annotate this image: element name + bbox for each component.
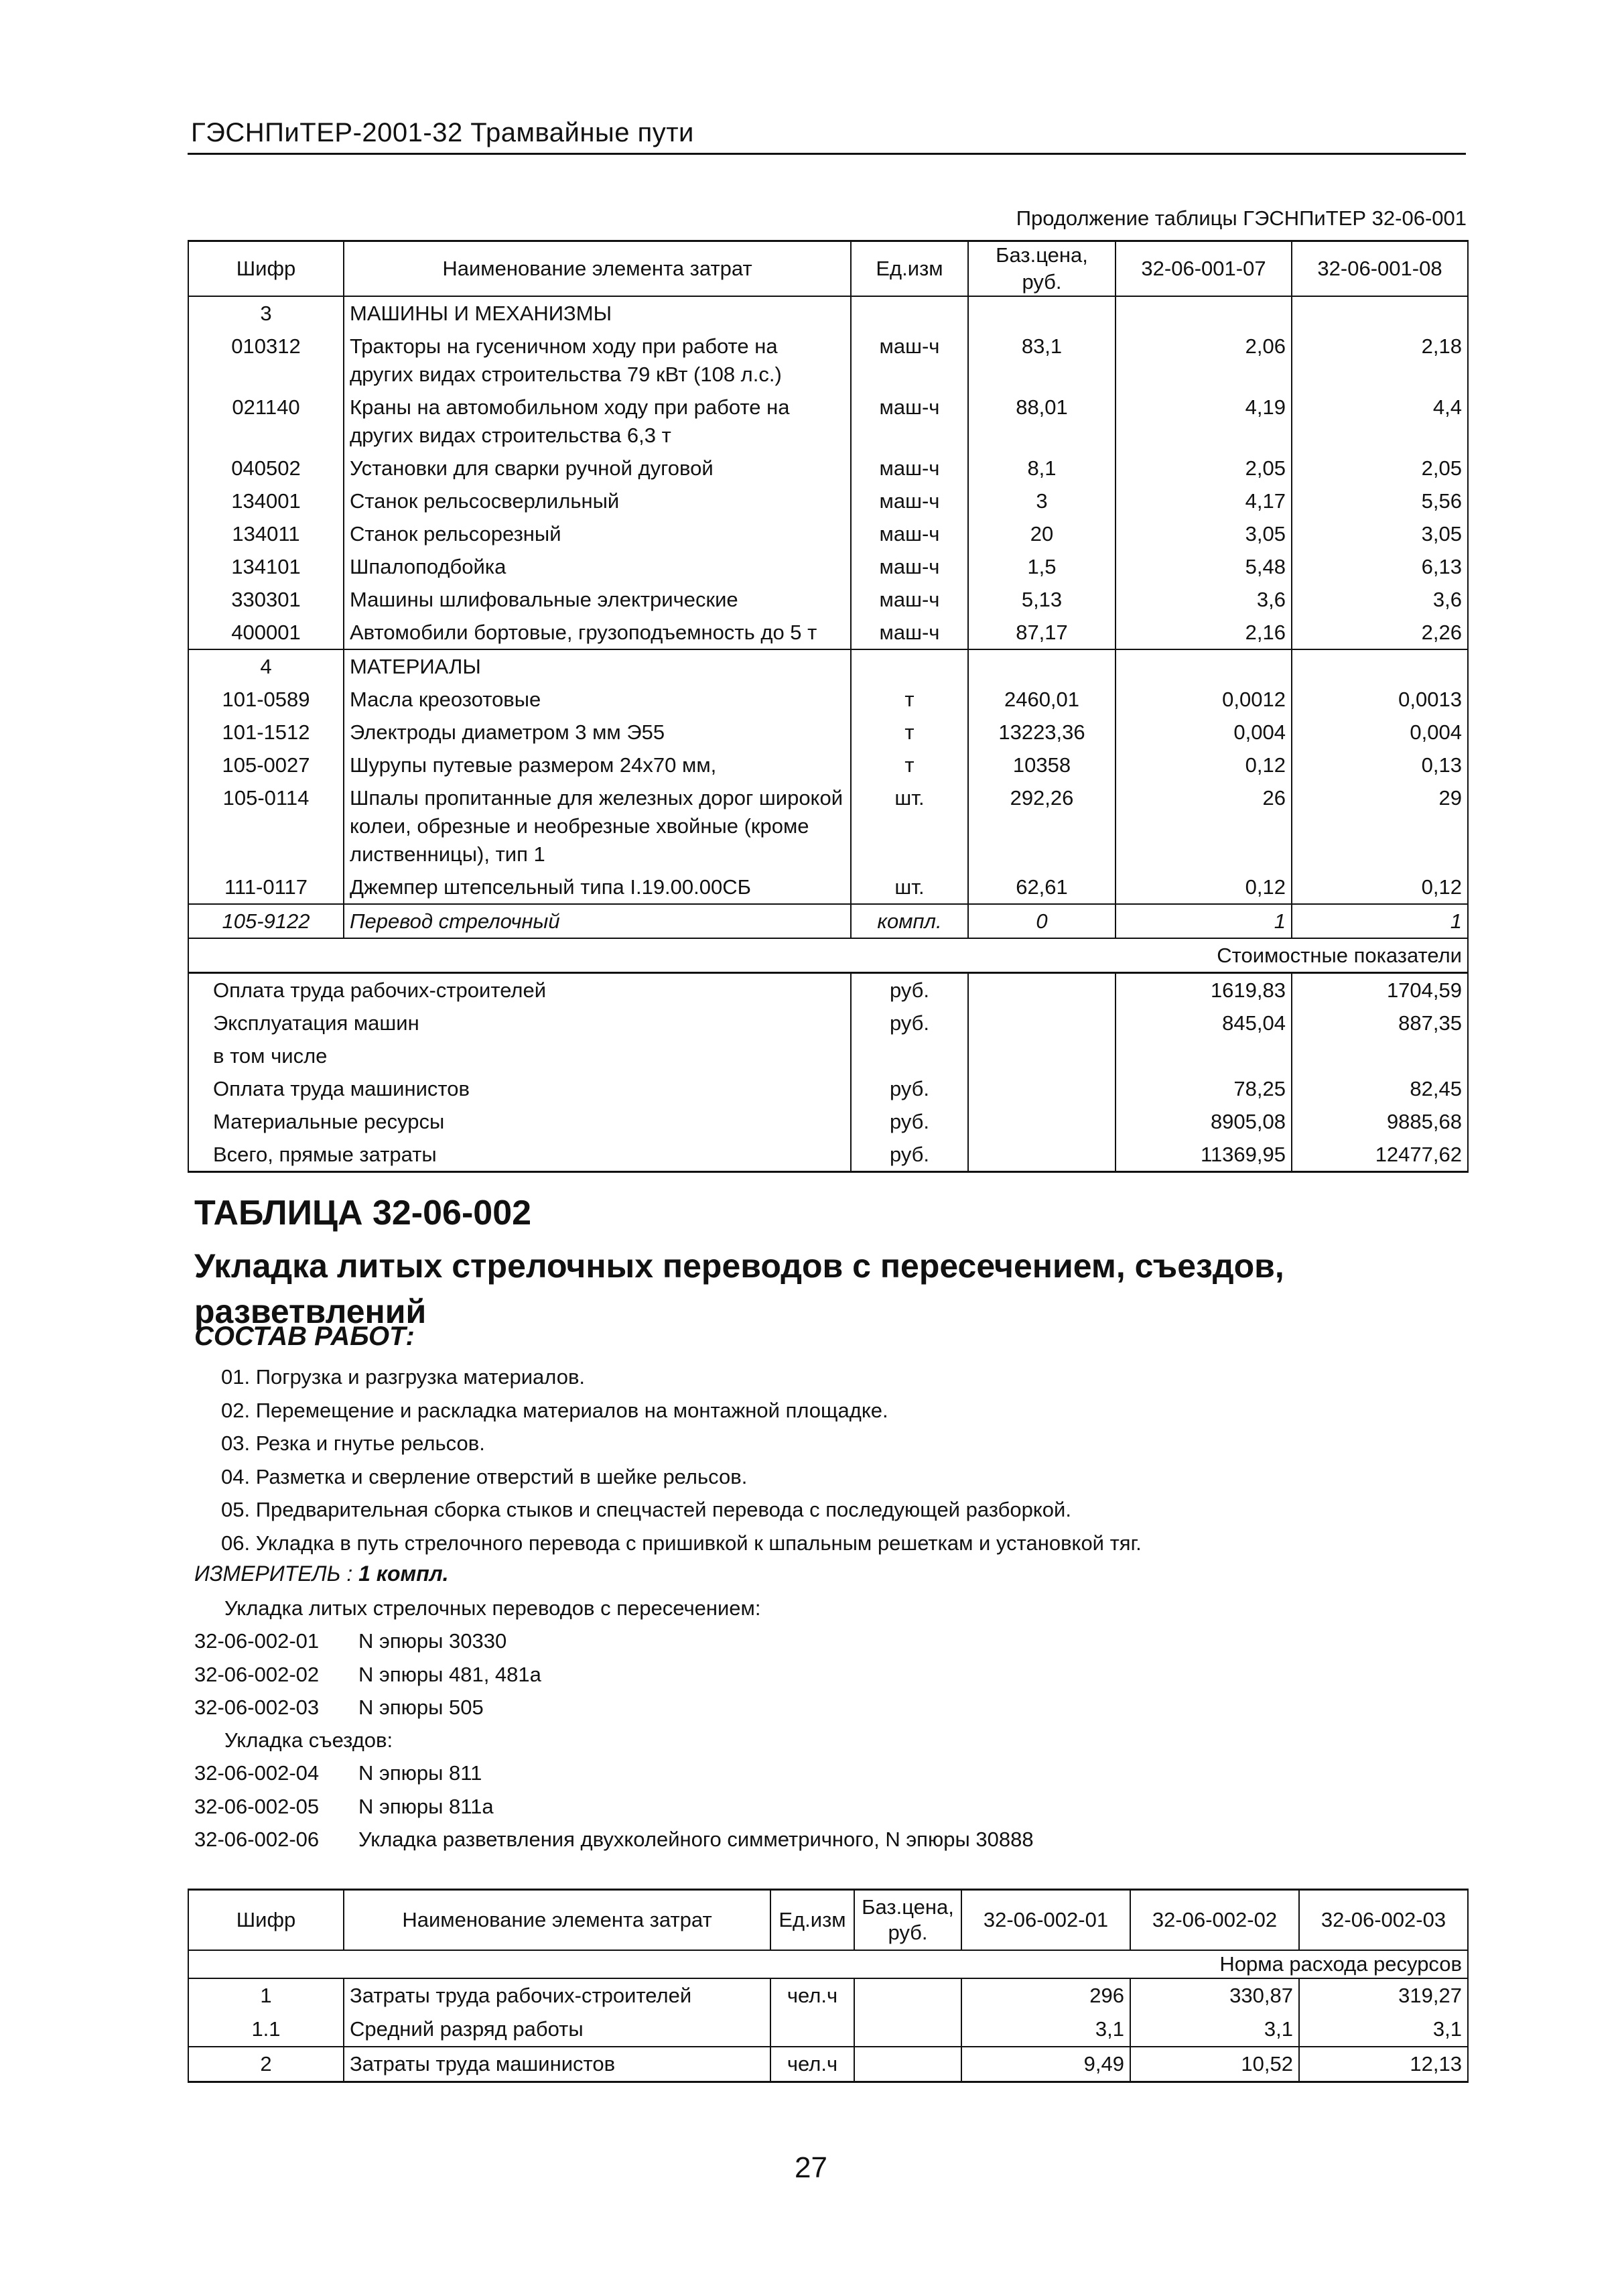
resource-row — [188, 550, 1468, 583]
empty-cell — [851, 649, 968, 683]
cost-value-08: 887,35 — [1292, 1007, 1468, 1039]
resource-row — [188, 616, 1468, 649]
resource-price: 87,17 — [968, 616, 1116, 649]
resource-unit: маш-ч — [851, 583, 968, 616]
rate-value-08: 2,26 — [1292, 616, 1468, 649]
rate-code-row — [194, 1790, 1034, 1823]
resource-unit: маш-ч — [851, 616, 968, 649]
resource-code: 105-0114 — [188, 781, 344, 871]
resource-code: 330301 — [188, 583, 344, 616]
rate-value-03: 3,1 — [1299, 2013, 1468, 2047]
rate-value-08: 29 — [1292, 781, 1468, 871]
col-header-rate-08: 32-06-001-08 — [1292, 241, 1468, 297]
resource-price: 20 — [968, 517, 1116, 550]
rate-code-description: Укладка разветвления двухколейного симметричного, N эпюры 30888 — [358, 1828, 1034, 1852]
cost-value-08: 12477,62 — [1292, 1138, 1468, 1172]
measure-label: ИЗМЕРИТЕЛЬ : — [194, 1561, 353, 1586]
rate-value-07: 2,06 — [1116, 330, 1292, 391]
cost-value-08: 82,45 — [1292, 1072, 1468, 1105]
rate-value-03: 12,13 — [1299, 2047, 1468, 2082]
resource-name: Перевод стрелочный — [344, 904, 851, 938]
col-header-price: Баз.цена, руб. — [968, 241, 1116, 297]
resource-name: Машины шлифовальные электрические — [344, 583, 851, 616]
col-header-unit: Ед.изм — [851, 241, 968, 297]
resource-name: Тракторы на гусеничном ходу при работе на других видах строительства 79 кВт (108 л.с.) — [344, 330, 851, 391]
resource-price: 88,01 — [968, 391, 1116, 452]
work-step: 03. Резка и гнутье рельсов. — [221, 1431, 485, 1455]
cost-value-07: 845,04 — [1116, 1007, 1292, 1039]
rate-value-08: 1 — [1292, 904, 1468, 938]
resource-price: 13223,36 — [968, 716, 1116, 749]
page-number: 27 — [795, 2151, 827, 2184]
table-continuation-note: Продолжение таблицы ГЭСНПиТЕР 32-06-001 — [1016, 206, 1467, 230]
resource-row — [188, 2047, 1468, 2082]
cost-value-07: 1619,83 — [1116, 973, 1292, 1007]
norm-header-row — [188, 1950, 1468, 1978]
resource-name: Установки для сварки ручной дуговой — [344, 452, 851, 485]
cost-unit: руб. — [851, 1105, 968, 1138]
resource-row — [188, 871, 1468, 904]
cost-name: Материальные ресурсы — [188, 1105, 851, 1138]
empty-cell — [968, 1039, 1116, 1072]
resource-name: Краны на автомобильном ходу при работе на других видах строительства 6,3 т — [344, 391, 851, 452]
cost-row — [188, 1072, 1468, 1105]
cost-unit: руб. — [851, 1007, 968, 1039]
resource-unit: шт. — [851, 781, 968, 871]
running-header: ГЭСНПиТЕР-2001-32 Трамвайные пути — [191, 118, 694, 147]
resource-unit: маш-ч — [851, 330, 968, 391]
cost-unit: руб. — [851, 1138, 968, 1172]
empty-cell — [968, 1105, 1116, 1138]
group-caption-crossings: Укладка литых стрелочных переводов с пересечением: — [224, 1596, 761, 1620]
rate-code-description: N эпюры 811а — [358, 1794, 494, 1818]
rate-code-description: N эпюры 505 — [358, 1695, 484, 1719]
col-header-unit: Ед.изм — [770, 1890, 854, 1951]
empty-cell — [1292, 649, 1468, 683]
cost-row — [188, 1105, 1468, 1138]
work-step: 04. Разметка и сверление отверстий в шейке рельсов. — [221, 1464, 748, 1488]
resource-table-32-06-001 — [188, 240, 1469, 1173]
rate-value-01: 3,1 — [961, 2013, 1130, 2047]
resource-row — [188, 716, 1468, 749]
resource-unit — [770, 2013, 854, 2047]
measure-unit-line — [194, 1561, 449, 1586]
empty-cell — [968, 296, 1116, 330]
rate-value-07: 0,12 — [1116, 871, 1292, 904]
cost-header-row — [188, 938, 1468, 973]
rate-value-01: 296 — [961, 1978, 1130, 2013]
rate-value-07: 2,05 — [1116, 452, 1292, 485]
resource-price: 3 — [968, 485, 1116, 517]
resource-code: 1.1 — [188, 2013, 344, 2047]
rate-value-08: 2,18 — [1292, 330, 1468, 391]
rate-value-08: 0,004 — [1292, 716, 1468, 749]
rate-value-07: 4,17 — [1116, 485, 1292, 517]
table-title: ТАБЛИЦА 32-06-002 — [194, 1194, 532, 1232]
resource-unit: т — [851, 749, 968, 781]
resource-price: 10358 — [968, 749, 1116, 781]
rate-value-02: 10,52 — [1130, 2047, 1299, 2082]
empty-cell — [968, 1007, 1116, 1039]
work-composition-list — [221, 1360, 1142, 1559]
resource-row — [188, 330, 1468, 391]
work-step: 06. Укладка в путь стрелочного перевода с пришивкой к шпальным решеткам и установкой тяг. — [221, 1531, 1142, 1555]
cost-name: Эксплуатация машин — [188, 1007, 851, 1039]
resource-price: 1,5 — [968, 550, 1116, 583]
rate-value-07: 0,004 — [1116, 716, 1292, 749]
rate-value-08: 2,05 — [1292, 452, 1468, 485]
rate-code-description: N эпюры 481, 481а — [358, 1662, 541, 1686]
resource-name: Станок рельсорезный — [344, 517, 851, 550]
resource-price — [854, 2013, 961, 2047]
rate-code: 32-06-002-02 — [194, 1662, 320, 1686]
rate-value-07: 1 — [1116, 904, 1292, 938]
cost-name: в том числе — [188, 1039, 851, 1072]
rate-code: 32-06-002-01 — [194, 1629, 320, 1653]
resource-code: 021140 — [188, 391, 344, 452]
resource-price: 0 — [968, 904, 1116, 938]
empty-cell — [1116, 649, 1292, 683]
resource-code: 134011 — [188, 517, 344, 550]
resource-unit: т — [851, 683, 968, 716]
resource-code: 101-1512 — [188, 716, 344, 749]
section-number: 4 — [188, 649, 344, 683]
rate-value-08: 6,13 — [1292, 550, 1468, 583]
col-header-rate-03: 32-06-002-03 — [1299, 1890, 1468, 1951]
resource-row — [188, 485, 1468, 517]
cost-name: Оплата труда рабочих-строителей — [188, 973, 851, 1007]
cost-value-07: 8905,08 — [1116, 1105, 1292, 1138]
rate-value-07: 5,48 — [1116, 550, 1292, 583]
cost-value-07: 11369,95 — [1116, 1138, 1292, 1172]
resource-name: Джемпер штепсельный типа I.19.00.00СБ — [344, 871, 851, 904]
cost-value-07 — [1116, 1039, 1292, 1072]
table-heading: Укладка литых стрелочных переводов с пересечением, съездов, разветвлений — [194, 1247, 1284, 1330]
rate-value-08: 4,4 — [1292, 391, 1468, 452]
resource-unit: маш-ч — [851, 517, 968, 550]
empty-cell — [968, 1138, 1116, 1172]
resource-name: Шпалы пропитанные для железных дорог широкой колеи, обрезные и необрезные хвойные (кроме лиственницы), тип 1 — [344, 781, 851, 871]
rate-code-row — [194, 1757, 1034, 1789]
resource-row — [188, 904, 1468, 938]
header-rule — [188, 153, 1466, 155]
cost-value-08: 1704,59 — [1292, 973, 1468, 1007]
cost-unit: руб. — [851, 1072, 968, 1105]
rate-code: 32-06-002-03 — [194, 1695, 320, 1719]
rate-code-row — [194, 1823, 1034, 1856]
section-row — [188, 649, 1468, 683]
resource-row — [188, 452, 1468, 485]
work-composition-label: СОСТАВ РАБОТ: — [194, 1322, 415, 1351]
rate-code-description: N эпюры 30330 — [358, 1629, 507, 1653]
measure-value: 1 компл. — [358, 1561, 449, 1586]
resource-name: Затраты труда машинистов — [344, 2047, 770, 2082]
rate-value-07: 3,05 — [1116, 517, 1292, 550]
rate-value-07: 2,16 — [1116, 616, 1292, 649]
resource-unit: т — [851, 716, 968, 749]
resource-unit: маш-ч — [851, 485, 968, 517]
rate-code: 32-06-002-04 — [194, 1761, 320, 1785]
resource-name: Средний разряд работы — [344, 2013, 770, 2047]
rate-value-07: 0,12 — [1116, 749, 1292, 781]
resource-price: 5,13 — [968, 583, 1116, 616]
rate-value-02: 3,1 — [1130, 2013, 1299, 2047]
resource-name: Электроды диаметром 3 мм Э55 — [344, 716, 851, 749]
empty-cell — [968, 649, 1116, 683]
rate-value-01: 9,49 — [961, 2047, 1130, 2082]
resource-name: Шурупы путевые размером 24х70 мм, — [344, 749, 851, 781]
resource-code: 010312 — [188, 330, 344, 391]
norm-header: Норма расхода ресурсов — [188, 1950, 1468, 1978]
empty-cell — [851, 296, 968, 330]
cost-value-07: 78,25 — [1116, 1072, 1292, 1105]
work-step: 05. Предварительная сборка стыков и спецчастей перевода с последующей разборкой. — [221, 1498, 1071, 1521]
rate-value-07: 4,19 — [1116, 391, 1292, 452]
cost-row — [188, 1039, 1468, 1072]
cost-name: Оплата труда машинистов — [188, 1072, 851, 1105]
col-header-code: Шифр — [188, 1890, 344, 1951]
rate-value-02: 330,87 — [1130, 1978, 1299, 2013]
col-header-code: Шифр — [188, 241, 344, 297]
resource-code: 111-0117 — [188, 871, 344, 904]
resource-price — [854, 1978, 961, 2013]
resource-unit: маш-ч — [851, 452, 968, 485]
rate-code: 32-06-002-05 — [194, 1794, 320, 1818]
resource-price: 292,26 — [968, 781, 1116, 871]
col-header-name: Наименование элемента затрат — [344, 1890, 770, 1951]
rate-code-list — [194, 1592, 1034, 1856]
resource-unit: чел.ч — [770, 2047, 854, 2082]
resource-code: 040502 — [188, 452, 344, 485]
resource-price: 8,1 — [968, 452, 1116, 485]
resource-price: 2460,01 — [968, 683, 1116, 716]
resource-price — [854, 2047, 961, 2082]
cost-row — [188, 1138, 1468, 1172]
resource-code: 400001 — [188, 616, 344, 649]
group-caption-crossovers: Укладка съездов: — [224, 1728, 393, 1752]
rate-value-08: 3,05 — [1292, 517, 1468, 550]
resource-unit: компл. — [851, 904, 968, 938]
resource-name: Затраты труда рабочих-строителей — [344, 1978, 770, 2013]
cost-unit: руб. — [851, 973, 968, 1007]
rate-value-07: 26 — [1116, 781, 1292, 871]
resource-code: 134101 — [188, 550, 344, 583]
cost-row — [188, 1007, 1468, 1039]
empty-cell — [1292, 296, 1468, 330]
rate-value-08: 0,12 — [1292, 871, 1468, 904]
rate-value-08: 3,6 — [1292, 583, 1468, 616]
rate-code-row — [194, 1658, 1034, 1691]
resource-price: 83,1 — [968, 330, 1116, 391]
empty-cell — [1116, 296, 1292, 330]
resource-name: Станок рельсосверлильный — [344, 485, 851, 517]
rate-value-08: 0,0013 — [1292, 683, 1468, 716]
rate-value-08: 5,56 — [1292, 485, 1468, 517]
resource-row — [188, 1978, 1468, 2013]
cost-name: Всего, прямые затраты — [188, 1138, 851, 1172]
resource-row — [188, 583, 1468, 616]
rate-code: 32-06-002-06 — [194, 1828, 320, 1852]
col-header-rate-02: 32-06-002-02 — [1130, 1890, 1299, 1951]
resource-row — [188, 683, 1468, 716]
resource-unit: чел.ч — [770, 1978, 854, 2013]
work-step: 01. Погрузка и разгрузка материалов. — [221, 1365, 586, 1389]
rate-code-row — [194, 1624, 1034, 1657]
cost-value-08: 9885,68 — [1292, 1105, 1468, 1138]
resource-code: 105-0027 — [188, 749, 344, 781]
section-row — [188, 296, 1468, 330]
rate-value-03: 319,27 — [1299, 1978, 1468, 2013]
cost-header: Стоимостные показатели — [188, 938, 1468, 973]
resource-name: Масла креозотовые — [344, 683, 851, 716]
col-header-name: Наименование элемента затрат — [344, 241, 851, 297]
resource-unit: маш-ч — [851, 550, 968, 583]
resource-row — [188, 517, 1468, 550]
section-title: МАТЕРИАЛЫ — [344, 649, 851, 683]
rate-value-07: 3,6 — [1116, 583, 1292, 616]
empty-cell — [968, 973, 1116, 1007]
col-header-rate-07: 32-06-001-07 — [1116, 241, 1292, 297]
rate-value-07: 0,0012 — [1116, 683, 1292, 716]
resource-price: 62,61 — [968, 871, 1116, 904]
cost-row — [188, 973, 1468, 1007]
resource-code: 134001 — [188, 485, 344, 517]
resource-row — [188, 781, 1468, 871]
work-step: 02. Перемещение и раскладка материалов на монтажной площадке. — [221, 1398, 888, 1422]
resource-table-32-06-002 — [188, 1889, 1469, 2083]
cost-value-08 — [1292, 1039, 1468, 1072]
resource-code: 101-0589 — [188, 683, 344, 716]
rate-code-row — [194, 1691, 1034, 1724]
resource-row — [188, 749, 1468, 781]
col-header-price: Баз.цена, руб. — [854, 1890, 961, 1951]
section-number: 3 — [188, 296, 344, 330]
resource-unit: маш-ч — [851, 391, 968, 452]
resource-name: Шпалоподбойка — [344, 550, 851, 583]
rate-code-description: N эпюры 811 — [358, 1761, 482, 1785]
col-header-rate-01: 32-06-002-01 — [961, 1890, 1130, 1951]
resource-code: 1 — [188, 1978, 344, 2013]
resource-unit: шт. — [851, 871, 968, 904]
section-title: МАШИНЫ И МЕХАНИЗМЫ — [344, 296, 851, 330]
resource-code: 2 — [188, 2047, 344, 2082]
cost-unit — [851, 1039, 968, 1072]
resource-row — [188, 391, 1468, 452]
resource-name: Автомобили бортовые, грузоподъемность до 5 т — [344, 616, 851, 649]
resource-code: 105-9122 — [188, 904, 344, 938]
empty-cell — [968, 1072, 1116, 1105]
resource-row — [188, 2013, 1468, 2047]
rate-value-08: 0,13 — [1292, 749, 1468, 781]
